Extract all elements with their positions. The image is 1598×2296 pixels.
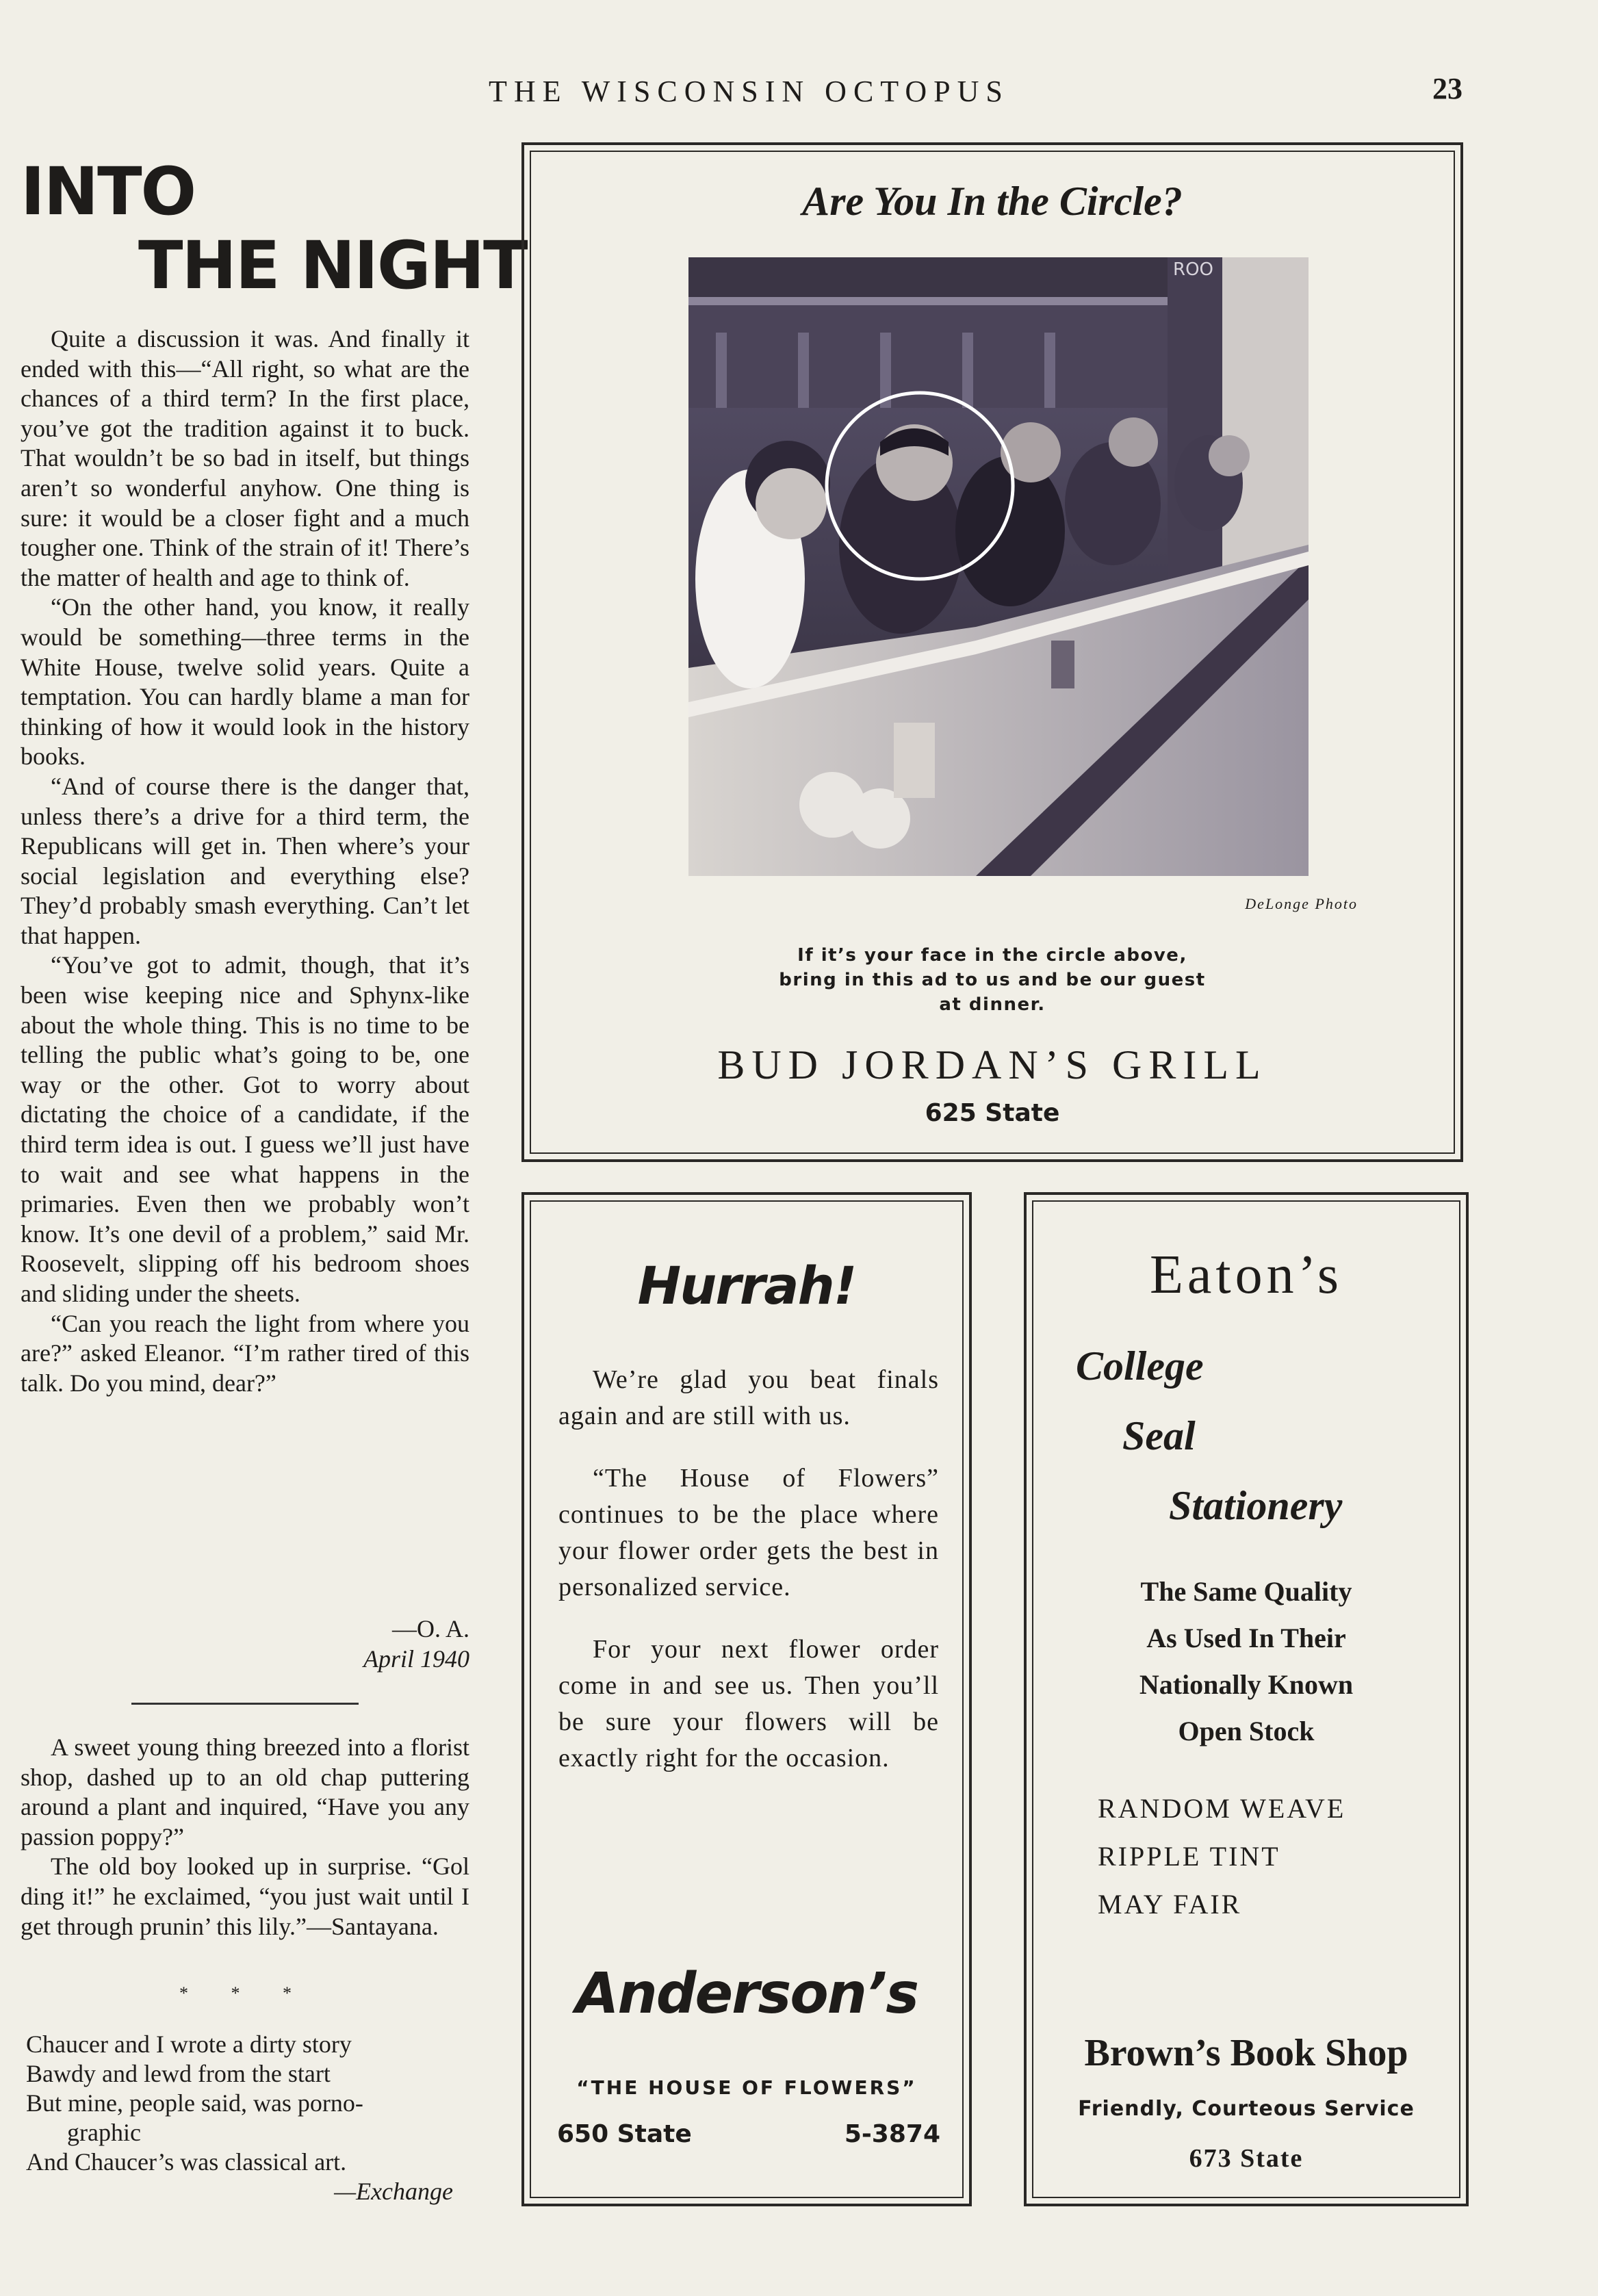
story-author: —O. A. (391, 1615, 469, 1642)
ad-body (558, 1362, 939, 1803)
ad-paragraph: We’re glad you beat finals again and are still with us. (558, 1365, 939, 1430)
story-title-line1: INTO (21, 153, 196, 230)
running-title: THE WISCONSIN OCTOPUS (489, 75, 1009, 108)
business-address: 650 State (557, 2120, 692, 2148)
ad-eatons-stationery (1024, 1192, 1469, 2206)
business-address: 625 State (925, 1099, 1060, 1127)
quality-line: Open Stock (1178, 1716, 1315, 1746)
paper-line: MAY FAIR (1098, 1889, 1242, 1920)
ad-headline: Hurrah! (637, 1255, 856, 1316)
sign-text: ROO (1173, 259, 1213, 280)
diner-photo (688, 257, 1309, 876)
story-date: April 1940 (363, 1645, 469, 1673)
poem-line: But mine, people said, was porno- (26, 2089, 363, 2117)
paper-line: RANDOM WEAVE (1098, 1793, 1346, 1824)
ad-headline: Are You In the Circle? (802, 179, 1183, 224)
asterisk-separator: * * * (179, 1983, 311, 2003)
poem-line: graphic (67, 2119, 141, 2146)
ad-andersons (521, 1192, 972, 2206)
product-line: Stationery (1169, 1483, 1343, 1528)
product-line: College (1076, 1343, 1204, 1389)
story-paragraph: “Can you reach the light from where you are?” asked Eleanor. “I’m rather tired of this talk. Do you mind, dear?” (21, 1309, 469, 1397)
joke-paragraph: The old boy looked up in surprise. “Gol ding it!” he exclaimed, “you just wait until I get through prunin’ this lily.”—Santayana. (21, 1853, 469, 1940)
offer-line: at dinner. (939, 994, 1046, 1015)
story-signoff (21, 1614, 469, 1674)
poem-line: Bawdy and lewd from the start (26, 2060, 331, 2087)
ad-paragraph: For your next flower order come in and see us. Then you’ll be sure your flowers will be exactly right for the occasion. (558, 1635, 939, 1772)
poem (26, 2030, 471, 2206)
offer-line: bring in this ad to us and be our guest (779, 970, 1206, 990)
joke-body (21, 1733, 469, 1942)
story-paragraph: “On the other hand, you know, it really would be something—three terms in the White House, twelve solid years. Quite a temptation. You can hardly blame a man for thinking of how it would look in the history books. (21, 593, 469, 771)
business-name: BUD JORDAN’S GRILL (717, 1042, 1267, 1087)
poem-line: And Chaucer’s was classical art. (26, 2148, 347, 2176)
shop-name: Brown’s Book Shop (1084, 2032, 1408, 2074)
shop-address: 673 State (1189, 2144, 1304, 2173)
brand-name: Eaton’s (1150, 1245, 1343, 1305)
story-body (21, 324, 469, 1398)
story-paragraph: Quite a discussion it was. And finally it ended with this—“All right, so what are the chances of a third term? In the first place, you’ve got the tradition against it to buck. That wouldn’t be so bad in itself, but things aren’t so wonderful anyhow. One thing is sure: it would be a closer fight and a much tougher one. Think of the strain of it! There’s the matter of health and age to think of. (21, 325, 469, 591)
quality-line: As Used In Their (1146, 1623, 1346, 1653)
product-line: Seal (1122, 1413, 1196, 1458)
quality-line: Nationally Known (1139, 1669, 1354, 1700)
story-paragraph: “You’ve got to admit, though, that it’s been wise keeping nice and Sphynx-like about the whole thing. This is no time to be telling the public what’s going to be, one way or the other. Got to worry about dictating the choice of a candidate, if the third term idea is out. I guess we’ll just have to wait and see what happens in the primaries. Even then we probably won’t know. It’s one devil of a problem,” said Mr. Roosevelt, slipping off his bedroom shoes and sliding under the sheets. (21, 951, 469, 1307)
paper-lines-list (1098, 1785, 1345, 1929)
poem-line: Chaucer and I wrote a dirty story (26, 2030, 352, 2058)
ad-bud-jordans-grill (521, 142, 1463, 1162)
joke-paragraph: A sweet young thing breezed into a florist shop, dashed up to an old chap puttering around a plant and inquired, “Have you any passion poppy?” (21, 1733, 469, 1850)
quality-line: The Same Quality (1140, 1576, 1352, 1607)
story-title-line2: THE NIGHT (138, 227, 527, 304)
business-name: Anderson’s (575, 1961, 918, 2026)
business-phone: 5-3874 (844, 2120, 940, 2148)
shop-slogan: Friendly, Courteous Service (1078, 2097, 1415, 2121)
business-tagline: “THE HOUSE OF FLOWERS” (576, 2076, 917, 2099)
quality-statement (1027, 1569, 1466, 1755)
page-number: 23 (1432, 72, 1462, 105)
story-paragraph: “And of course there is the danger that, unless there’s a drive for a third term, the Republicans will get in. Then where’s your social legislation and everything else? They’d probably smash everything. Can’t let that happen. (21, 772, 469, 949)
poem-source: —Exchange (334, 2178, 453, 2205)
ad-offer (524, 943, 1460, 1017)
ad-paragraph: “The House of Flowers” continues to be the place where your flower order gets the best in personalized service. (558, 1464, 939, 1601)
paper-line: RIPPLE TINT (1098, 1841, 1280, 1872)
photo-credit: DeLonge Photo (1245, 895, 1358, 912)
offer-line: If it’s your face in the circle above, (797, 945, 1187, 966)
section-divider (131, 1703, 359, 1705)
